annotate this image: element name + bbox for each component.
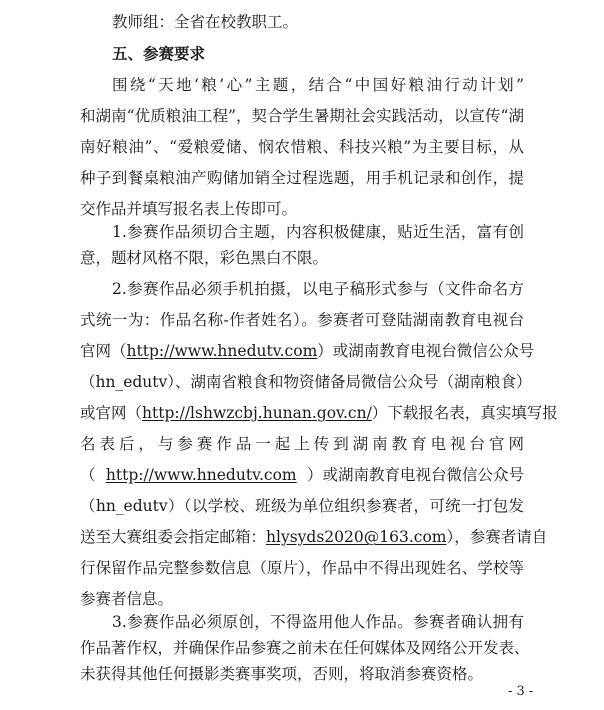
- req2-line-8: （hn_edutv）（以学校、班级为单位组织参赛者，可统一打包发: [80, 497, 524, 515]
- req2-line-7-prefix: （: [80, 466, 96, 484]
- req3-line-1: 3.参赛作品必须原创，不得盗用他人作品。参赛者确认拥有: [112, 613, 524, 631]
- req2-line-7: [80, 465, 524, 485]
- intro-line-1: 围绕“天地‘粮’心”主题，结合“中国好粮油行动计划”: [112, 76, 524, 94]
- req2-line-9: [80, 527, 548, 547]
- section-heading: 五、参赛要求: [112, 45, 206, 63]
- req3-line-2: 作品著作权，并确保作品参赛之前未在任何媒体及网络公开发表、: [80, 639, 530, 657]
- req2-line-7-suffix: ）或湖南教育电视台微信公众号: [306, 466, 524, 484]
- req1-line-1: 1.参赛作品须切合主题，内容积极健康，贴近生活，富有创: [112, 223, 524, 241]
- req2-line-1: 2.参赛作品必须手机拍摄，以电子稿形式参与（文件命名方: [112, 280, 524, 298]
- intro-line-2: 和湖南“优质粮油工程”，契合学生暑期社会实践活动，以宣传“湖: [80, 107, 524, 125]
- req2-line-9-prefix: 送至大赛组委会指定邮箱：: [80, 528, 267, 546]
- page-number: - 3 -: [508, 684, 534, 699]
- req3-line-3: 未获得其他任何摄影类赛事奖项，否则，将取消参赛资格。: [80, 665, 484, 683]
- req2-line-3: [80, 341, 535, 361]
- lshwzcbj-link[interactable]: http://lshwzcbj.hunan.gov.cn/: [142, 404, 372, 422]
- req2-line-2: 式统一为：作品名称-作者姓名）。参赛者可登陆湖南教育电视台: [80, 311, 524, 329]
- req2-line-3-prefix: 官网（: [80, 342, 127, 360]
- req2-line-6: 名表后，与参赛作品一起上传到湖南教育电视台官网: [80, 435, 524, 453]
- hnedutv-link[interactable]: http://www.hnedutv.com: [126, 342, 318, 360]
- intro-line-3: 南好粮油”、“爱粮爱储、悯农惜粮、科技兴粮”为主要目标，从: [80, 138, 524, 156]
- hnedutv-link-2[interactable]: http://www.hnedutv.com: [105, 466, 297, 484]
- audience-line: 教师组：全省在校教职工。: [112, 13, 299, 31]
- req2-line-3-suffix: ）或湖南教育电视台微信公众号: [317, 342, 535, 360]
- req1-line-2: 意，题材风格不限，彩色黑白不限。: [80, 249, 329, 267]
- req2-line-5: [80, 403, 558, 423]
- email-link[interactable]: hlysyds2020@163.com: [266, 528, 447, 546]
- intro-line-5: 交作品并填写报名表上传即可。: [80, 200, 298, 218]
- req2-line-5-suffix: ）下载报名表，真实填写报: [371, 404, 558, 422]
- req2-line-9-suffix: ），参赛者请自: [446, 528, 548, 546]
- req2-line-4: （hn_edutv）、湖南省粮食和物资储备局微信公众号（湖南粮食）: [80, 373, 532, 391]
- req2-line-10: 行保留作品完整参数信息（原片），作品中不得出现姓名、学校等: [80, 559, 524, 577]
- req2-line-5-prefix: 或官网（: [80, 404, 143, 422]
- req2-line-11: 参赛者信息。: [80, 590, 174, 608]
- intro-line-4: 种子到餐桌粮油产购储加销全过程选题，用手机记录和创作，提: [80, 169, 524, 187]
